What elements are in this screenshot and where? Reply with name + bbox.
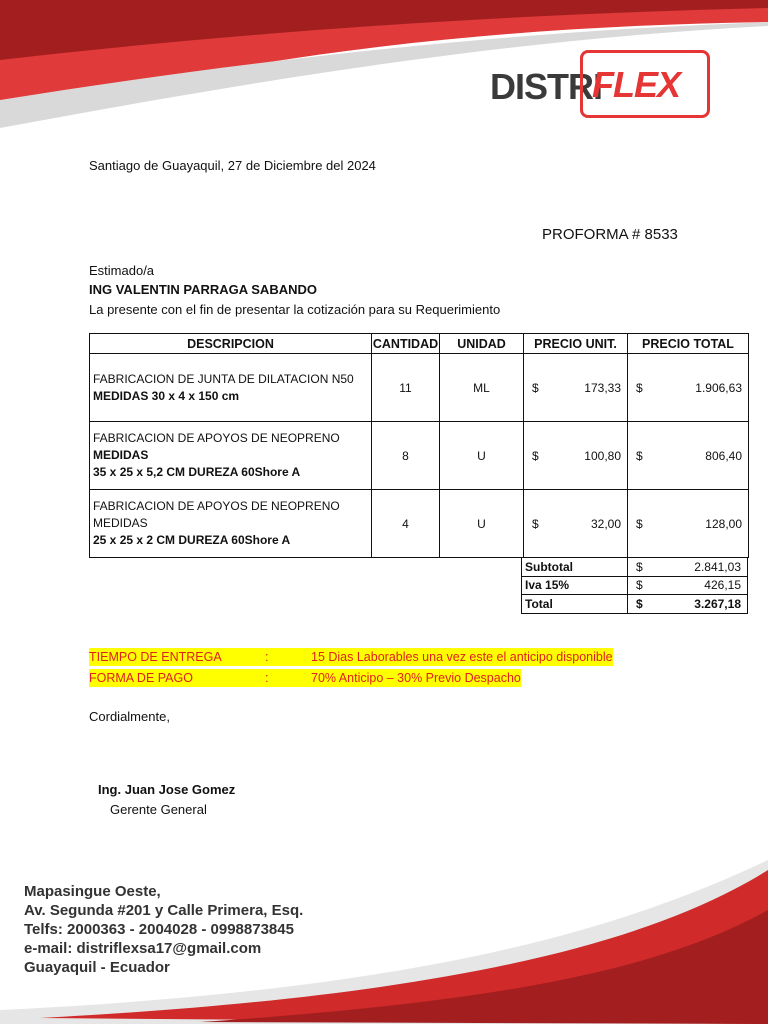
subtotal-row <box>522 558 748 577</box>
footer-line: Mapasingue Oeste, <box>24 883 161 900</box>
subtotal-value: 2.841,03 <box>694 559 741 574</box>
item-description-line2: MEDIDAS 30 x 4 x 150 cm <box>93 388 240 403</box>
currency-symbol: $ <box>636 516 643 531</box>
total-row <box>522 595 748 614</box>
intro-text: La presente con el fin de presentar la cotización para su Requerimiento <box>89 302 501 317</box>
item-unit: ML <box>440 354 524 422</box>
item-unit: U <box>440 422 524 490</box>
item-unit-price-cell <box>524 354 628 422</box>
item-unit: U <box>440 490 524 558</box>
payment-terms-separator: : <box>265 669 311 687</box>
total-value: 3.267,18 <box>694 596 741 611</box>
subtotal-cell <box>628 558 748 577</box>
item-unit-price: 173,33 <box>584 380 621 395</box>
iva-value: 426,15 <box>704 578 741 593</box>
footer-line: Guayaquil - Ecuador <box>24 959 170 976</box>
item-total: 806,40 <box>705 448 742 463</box>
total-cell <box>628 595 748 614</box>
currency-symbol: $ <box>636 380 643 395</box>
item-description-line1: FABRICACION DE APOYOS DE NEOPRENO <box>93 431 340 445</box>
footer-line: e-mail: distriflexsa17@gmail.com <box>24 940 262 957</box>
item-description-line1-bold: MEDIDAS <box>93 448 149 462</box>
item-description-line1: FABRICACION DE APOYOS DE NEOPRENO MEDIDAS <box>93 499 340 530</box>
footer-line: Av. Segunda #201 y Calle Primera, Esq. <box>24 902 304 919</box>
items-table <box>89 333 749 558</box>
delivery-time-value: 15 Dias Laborables una vez este el anticipo disponible <box>311 650 613 664</box>
currency-symbol: $ <box>532 448 539 463</box>
header-unit: UNIDAD <box>440 334 524 354</box>
delivery-time-label: TIEMPO DE ENTREGA <box>89 648 311 666</box>
item-description-line1: FABRICACION DE JUNTA DE DILATACION N50 <box>93 371 354 386</box>
greeting: Estimado/a <box>89 263 155 278</box>
subtotal-label: Subtotal <box>522 558 628 577</box>
iva-label: Iva 15% <box>522 576 628 595</box>
item-quantity: 11 <box>372 354 440 422</box>
item-description <box>90 354 372 422</box>
table-row <box>90 422 749 490</box>
total-label: Total <box>522 595 628 614</box>
item-unit-price: 100,80 <box>584 448 621 463</box>
currency-symbol: $ <box>636 559 643 574</box>
iva-cell <box>628 576 748 595</box>
payment-terms-value: 70% Anticipo – 30% Previo Despacho <box>311 671 521 685</box>
item-total: 1.906,63 <box>695 380 742 395</box>
closing-text: Cordialmente, <box>89 709 170 724</box>
recipient-name: ING VALENTIN PARRAGA SABANDO <box>89 282 317 297</box>
payment-terms-label: FORMA DE PAGO <box>89 669 311 687</box>
item-unit-price-cell <box>524 490 628 558</box>
item-unit-price-cell <box>524 422 628 490</box>
footer-line: Telfs: 2000363 - 2004028 - 0998873845 <box>24 921 294 938</box>
header-description: DESCRIPCION <box>90 334 372 354</box>
header-unit-price: PRECIO UNIT. <box>524 334 628 354</box>
currency-symbol: $ <box>636 578 643 593</box>
item-description-line2: 35 x 25 x 5,2 CM DUREZA 60Shore A <box>93 465 301 479</box>
item-quantity: 4 <box>372 490 440 558</box>
totals-table <box>521 557 748 614</box>
delivery-time-separator: : <box>265 648 311 666</box>
signer-title: Gerente General <box>110 802 207 817</box>
header-total-price: PRECIO TOTAL <box>628 334 749 354</box>
currency-symbol: $ <box>532 516 539 531</box>
logo-text-left: DISTRI <box>490 66 603 107</box>
date-line: Santiago de Guayaquil, 27 de Diciembre del 2024 <box>89 158 376 173</box>
table-row <box>90 490 749 558</box>
header-quantity: CANTIDAD <box>372 334 440 354</box>
item-total-cell <box>628 422 749 490</box>
item-description <box>90 422 372 490</box>
currency-symbol: $ <box>532 380 539 395</box>
footer-address <box>24 882 303 977</box>
company-logo <box>490 50 714 120</box>
logo-text-right: FLEX <box>592 64 681 105</box>
item-total-cell <box>628 354 749 422</box>
proforma-number: PROFORMA # 8533 <box>542 226 678 243</box>
item-unit-price: 32,00 <box>590 516 621 531</box>
currency-symbol: $ <box>636 596 643 611</box>
table-row <box>90 354 749 422</box>
item-total: 128,00 <box>705 516 742 531</box>
currency-symbol: $ <box>636 448 643 463</box>
signer-name: Ing. Juan Jose Gomez <box>98 782 236 797</box>
item-total-cell <box>628 490 749 558</box>
iva-row <box>522 576 748 595</box>
item-description <box>90 490 372 558</box>
item-quantity: 8 <box>372 422 440 490</box>
item-description-line2: 25 x 25 x 2 CM DUREZA 60Shore A <box>93 533 291 547</box>
table-header-row <box>90 334 749 354</box>
